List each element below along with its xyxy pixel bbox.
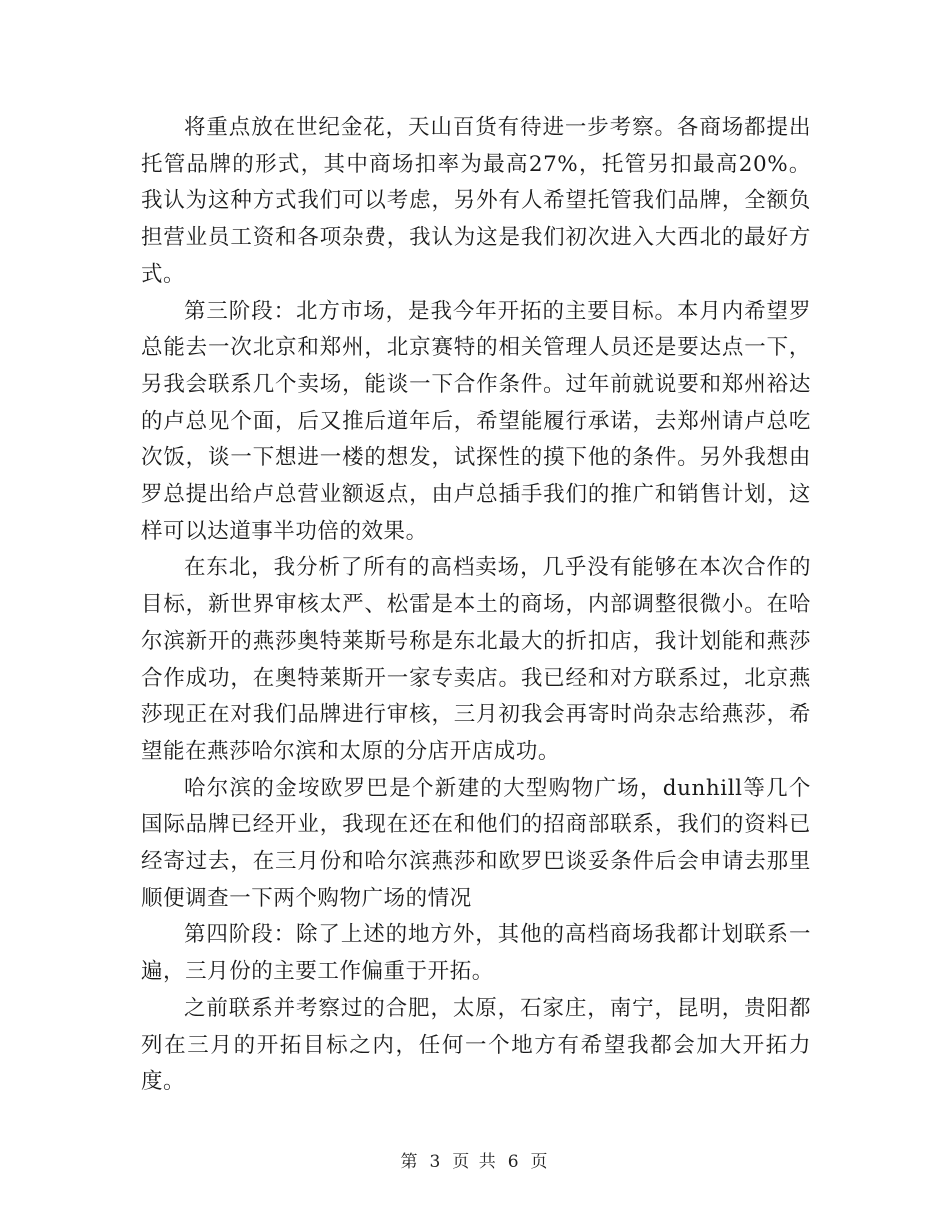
paragraph-3: 在东北，我分析了所有的高档卖场，几乎没有能够在本次合作的目标，新世界审核太严、松雷是本土的商场，内部调整很微小。在哈尔滨新开的燕莎奥特莱斯号称是东北最大的折扣店，我计划能和燕莎合作成功，在奥特莱斯开一家专卖店。我已经和对方联系过，北京燕莎现正在对我们品牌进行审核，三月初我会再寄时尚杂志给燕莎，希望能在燕莎哈尔滨和太原的分店开店成功。 (141, 555, 811, 764)
footer-prefix: 第 (400, 1152, 420, 1172)
document-body (141, 110, 811, 1101)
footer-middle: 页 共 (452, 1152, 498, 1172)
paragraph-5: 第四阶段：除了上述的地方外，其他的高档商场我都计划联系一遍，三月份的主要工作偏重于开拓。 (141, 922, 811, 985)
paragraph-2: 第三阶段：北方市场，是我今年开拓的主要目标。本月内希望罗总能去一次北京和郑州，北京赛特的相关管理人员还是要达点一下，另我会联系几个卖场，能谈一下合作条件。过年前就说要和郑州裕达的卢总见个面，后又推后道年后，希望能履行承诺，去郑州请卢总吃次饭，谈一下想进一楼的想发，试探性的摸下他的条件。另外我想由罗总提出给卢总营业额返点，由卢总插手我们的推广和销售计划，这样可以达道事半功倍的效果。 (141, 298, 811, 544)
footer-total-pages: 6 (507, 1152, 521, 1172)
page-number-footer (0, 1147, 950, 1172)
paragraph-4: 哈尔滨的金垵欧罗巴是个新建的大型购物广场，dunhill等几个国际品牌已经开业，我现在还在和他们的招商部联系，我们的资料已经寄过去，在三月份和哈尔滨燕莎和欧罗巴谈妥条件后会申请去那里顺便调查一下两个购物广场的情况 (141, 775, 811, 911)
paragraph-1: 将重点放在世纪金花，天山百货有待进一步考察。各商场都提出托管品牌的形式，其中商场扣率为最高27%，托管另扣最高20%。我认为这种方式我们可以考虑，另外有人希望托管我们品牌，全额负担营业员工资和各项杂费，我认为这是我们初次进入大西北的最好方式。 (141, 115, 811, 287)
footer-suffix: 页 (530, 1152, 550, 1172)
footer-current-page: 3 (429, 1152, 443, 1172)
paragraph-6: 之前联系并考察过的合肥，太原，石家庄，南宁，昆明，贵阳都列在三月的开拓目标之内，任何一个地方有希望我都会加大开拓力度。 (141, 995, 811, 1095)
